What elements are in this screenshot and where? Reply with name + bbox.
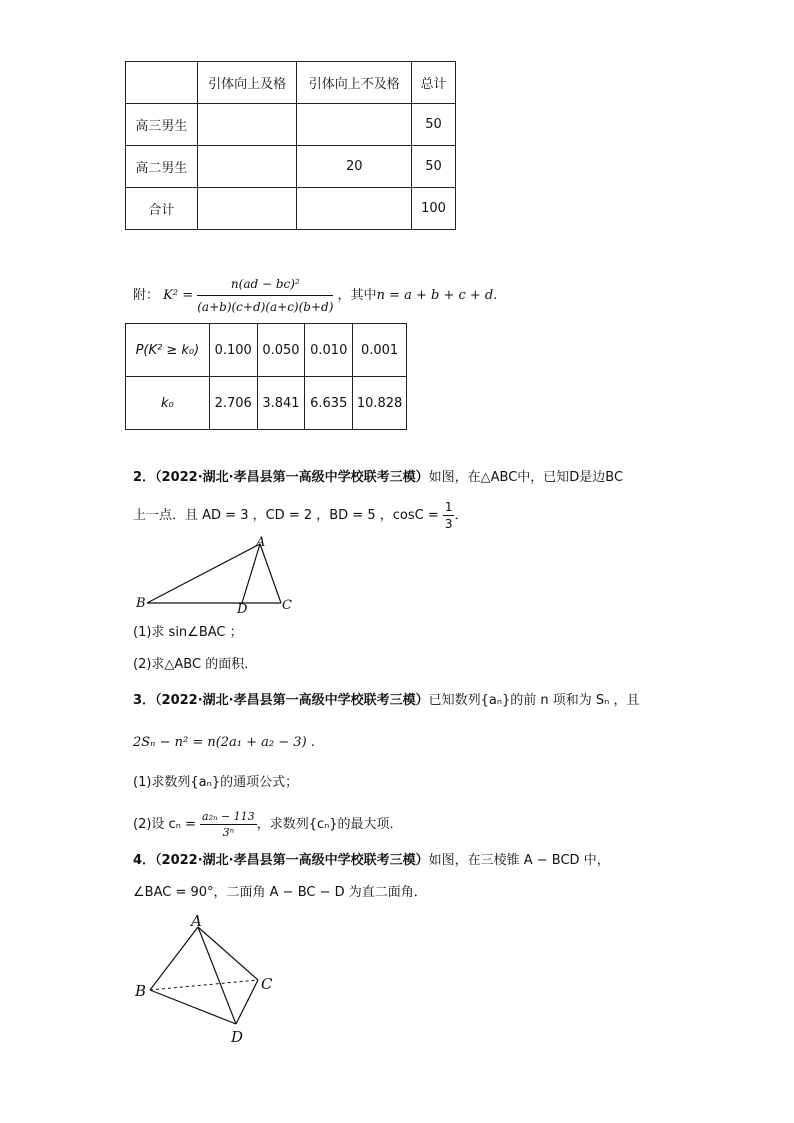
table-row-label: k₀ bbox=[126, 377, 210, 430]
q3-equation: 2Sₙ − n² = n(2a₁ + a₂ − 3) . bbox=[133, 735, 315, 750]
edge-ac bbox=[198, 927, 258, 980]
edge-bc-hidden bbox=[150, 980, 258, 990]
fraction-numerator: 1 bbox=[444, 500, 453, 514]
table-header-row bbox=[126, 62, 456, 104]
table-cell: 100 bbox=[412, 188, 456, 230]
table-cell bbox=[197, 104, 297, 146]
q2-sub1: (1)求 sin∠BAC ； bbox=[133, 625, 243, 640]
table-header-cell: 总计 bbox=[412, 62, 456, 104]
q3-sub2-prefix: (2)设 cₙ = bbox=[133, 817, 201, 832]
q3-sub2-suffix: ，求数列{cₙ}的最大项． bbox=[256, 817, 403, 832]
fraction-denominator: 3ⁿ bbox=[222, 826, 235, 839]
table-header-cell bbox=[126, 62, 198, 104]
q4-line1 bbox=[133, 851, 610, 871]
vertex-label-d: D bbox=[237, 602, 248, 617]
q4-text: 如图，在三棱锥 A − BCD 中， bbox=[428, 853, 610, 868]
vertex-label-c: C bbox=[282, 598, 292, 613]
table-row bbox=[126, 377, 407, 430]
q2-cos-fraction bbox=[443, 500, 455, 531]
q2-text: 如图，在△ABC中，已知D是边BC bbox=[428, 470, 624, 485]
table-cell: 0.050 bbox=[257, 324, 305, 377]
segment-ac bbox=[260, 544, 281, 603]
table-header-cell: 引体向上不及格 bbox=[297, 62, 412, 104]
q3-number: 3． bbox=[133, 693, 156, 708]
table-row bbox=[126, 146, 456, 188]
formula-numerator: n(ad − bc)² bbox=[197, 274, 333, 296]
formula-n-definition: n = a + b + c + d bbox=[376, 288, 494, 303]
table-cell: 0.100 bbox=[209, 324, 257, 377]
q3-line1 bbox=[133, 691, 640, 711]
table-row bbox=[126, 188, 456, 230]
table-cell: 高三男生 bbox=[126, 104, 198, 146]
contingency-table bbox=[125, 61, 456, 230]
table-cell: 0.010 bbox=[305, 324, 353, 377]
table-row-label: P(K² ≥ k₀) bbox=[126, 324, 210, 377]
table-cell: 2.706 bbox=[209, 377, 257, 430]
q3-cn-fraction bbox=[200, 810, 257, 839]
formula-end: . bbox=[493, 288, 498, 303]
edge-bd bbox=[150, 990, 236, 1024]
table-cell: 6.635 bbox=[305, 377, 353, 430]
q3-text: 已知数列{aₙ}的前 n 项和为 Sₙ ，且 bbox=[428, 693, 640, 708]
table-cell: 0.001 bbox=[353, 324, 407, 377]
q2-source: （2022·湖北·孝昌县第一高级中学校联考三模） bbox=[155, 470, 429, 485]
vertex-label-b: B bbox=[135, 982, 147, 1000]
q4-line2: ∠BAC = 90°，二面角 A − BC − D 为直二面角． bbox=[133, 885, 427, 900]
q2-sub2: (2)求△ABC 的面积． bbox=[133, 657, 258, 672]
q4-number: 4． bbox=[133, 853, 156, 868]
vertex-label-a: A bbox=[191, 912, 202, 930]
vertex-label-c: C bbox=[261, 975, 273, 993]
vertex-label-a: A bbox=[256, 535, 266, 550]
table-cell bbox=[197, 146, 297, 188]
table-cell: 3.841 bbox=[257, 377, 305, 430]
fraction-denominator: 3 bbox=[444, 517, 453, 531]
q2-line2 bbox=[133, 500, 468, 531]
fraction-numerator: a₂ₙ − 113 bbox=[202, 810, 255, 823]
table-cell: 50 bbox=[412, 104, 456, 146]
table-cell: 10.828 bbox=[353, 377, 407, 430]
formula-fraction bbox=[197, 274, 333, 317]
critical-value-table bbox=[125, 323, 407, 430]
table-cell: 20 bbox=[297, 146, 412, 188]
table-row bbox=[126, 104, 456, 146]
q2-period: ． bbox=[454, 508, 468, 523]
table-cell: 50 bbox=[412, 146, 456, 188]
formula-denominator: (a+b)(c+d)(a+c)(b+d) bbox=[197, 300, 334, 314]
table-cell bbox=[297, 104, 412, 146]
segment-ad bbox=[242, 544, 260, 603]
vertex-label-b: B bbox=[136, 596, 146, 611]
q3-sub1: (1)求数列{aₙ}的通项公式； bbox=[133, 775, 299, 790]
table-cell bbox=[197, 188, 297, 230]
tetrahedron-figure bbox=[130, 912, 290, 1047]
q2-given: 上一点．且 AD = 3 ，CD = 2 ，BD = 5 ，cosC = bbox=[133, 508, 443, 523]
q2-line1 bbox=[133, 468, 623, 488]
table-cell bbox=[297, 188, 412, 230]
q2-number: 2． bbox=[133, 470, 156, 485]
edge-ad bbox=[198, 927, 236, 1024]
formula-prefix: 附： bbox=[133, 288, 160, 303]
triangle-abc-figure bbox=[130, 533, 300, 618]
table-header-cell: 引体向上及格 bbox=[197, 62, 297, 104]
table-cell: 合计 bbox=[126, 188, 198, 230]
table-cell: 高二男生 bbox=[126, 146, 198, 188]
q4-source: （2022·湖北·孝昌县第一高级中学校联考三模） bbox=[155, 853, 429, 868]
segment-ba bbox=[147, 544, 260, 603]
vertex-label-d: D bbox=[231, 1028, 244, 1046]
k-squared-formula bbox=[133, 274, 497, 317]
edge-ab bbox=[150, 927, 198, 990]
table-row bbox=[126, 324, 407, 377]
formula-suffix: ，其中 bbox=[337, 288, 377, 303]
q3-source: （2022·湖北·孝昌县第一高级中学校联考三模） bbox=[155, 693, 429, 708]
formula-lhs: K² = bbox=[163, 288, 194, 303]
edge-cd bbox=[236, 980, 258, 1024]
q3-sub2 bbox=[133, 810, 403, 839]
